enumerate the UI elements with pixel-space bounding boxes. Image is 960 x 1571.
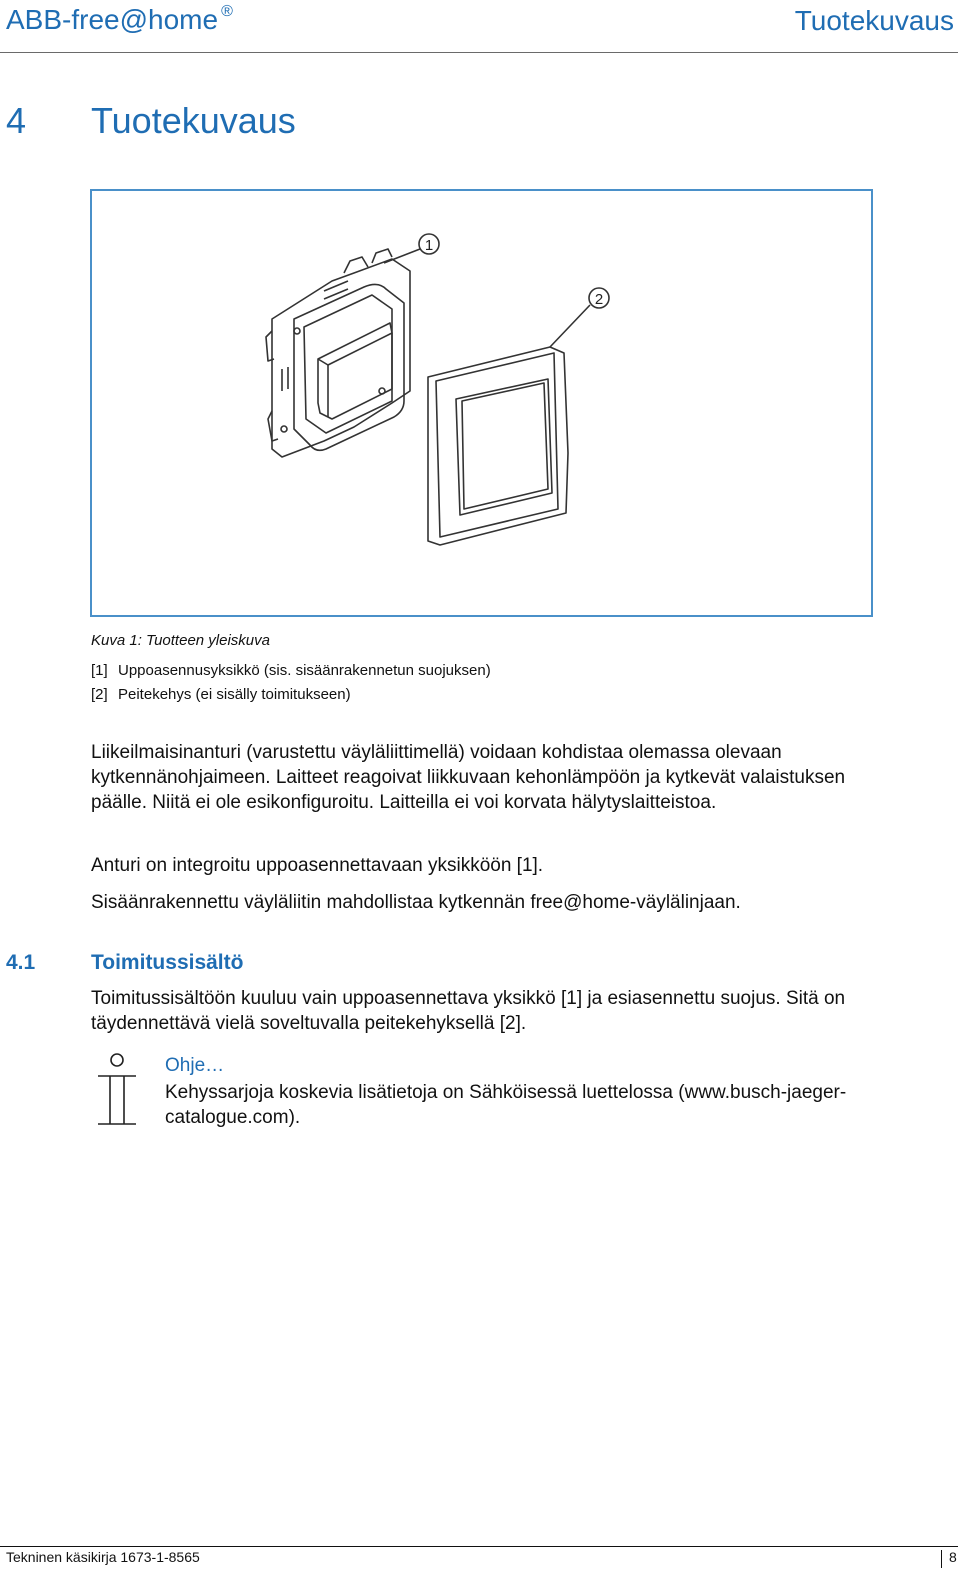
chapter-title: Tuotekuvaus — [91, 100, 296, 141]
page-number: 8 — [949, 1549, 957, 1565]
header-divider — [0, 52, 958, 53]
figure-caption: Kuva 1: Tuotteen yleiskuva — [91, 632, 270, 649]
body-paragraph-1: Liikeilmaisinanturi (varustettu väyläliittimellä) voidaan kohdistaa olemassa olevaan kytkennänohjaimeen. Laitteet reagoivat liikkuvaan kehonlämpöön ja kytkevät valaistuksen päälle. Niitä ei ole esikonfiguroitu. Laitteilla ei voi korvata hälytyslaitteistoa. — [91, 742, 846, 813]
legend-number: [2] — [91, 686, 108, 703]
callout-label-1: 1 — [424, 237, 434, 254]
sensor-housing-icon — [294, 284, 404, 450]
legend-item — [91, 686, 351, 703]
note-text: Kehyssarjoja koskevia lisätietoja on Sähköisessä luettelossa (www.busch-jaeger-catalogue.com). — [165, 1082, 847, 1128]
footer-document-title: Tekninen käsikirja 1673-1-8565 — [6, 1549, 200, 1565]
callout-leader-2 — [550, 305, 590, 347]
legend-text: Uppoasennusyksikkö (sis. sisäänrakennetun suojuksen) — [118, 662, 491, 679]
body-paragraph-3: Sisäänrakennettu väyläliitin mahdollistaa kytkennän free@home-väylälinjaan. — [91, 892, 741, 913]
info-icon — [96, 1052, 138, 1133]
brand-name: ABB-free@home — [6, 4, 219, 35]
header-section-title: Tuotekuvaus — [794, 5, 954, 36]
section-title: Toimitussisältö — [91, 951, 244, 974]
brand-title — [6, 3, 233, 36]
registered-mark: ® — [221, 3, 233, 20]
section-paragraph: Toimitussisältöön kuuluu vain uppoasennettava yksikkö [1] ja esiasennettu suojus. Sitä on täydennettävä vielä soveltuvalla peitekehyksellä [2]. — [91, 988, 846, 1034]
chapter-number: 4 — [6, 100, 27, 141]
footer-separator — [941, 1550, 942, 1568]
legend-number: [1] — [91, 662, 108, 679]
section-number: 4.1 — [6, 951, 36, 974]
body-paragraph-2: Anturi on integroitu uppoasennettavaan yksikköön [1]. — [91, 855, 544, 876]
sensor-lens-icon — [318, 323, 392, 419]
legend-text: Peitekehys (ei sisälly toimitukseen) — [118, 686, 351, 703]
legend-item — [91, 662, 491, 679]
footer-divider — [0, 1546, 958, 1547]
callout-label-2: 2 — [594, 291, 604, 308]
product-figure — [90, 189, 873, 617]
product-illustration — [92, 191, 875, 619]
note-title: Ohje… — [165, 1055, 225, 1076]
